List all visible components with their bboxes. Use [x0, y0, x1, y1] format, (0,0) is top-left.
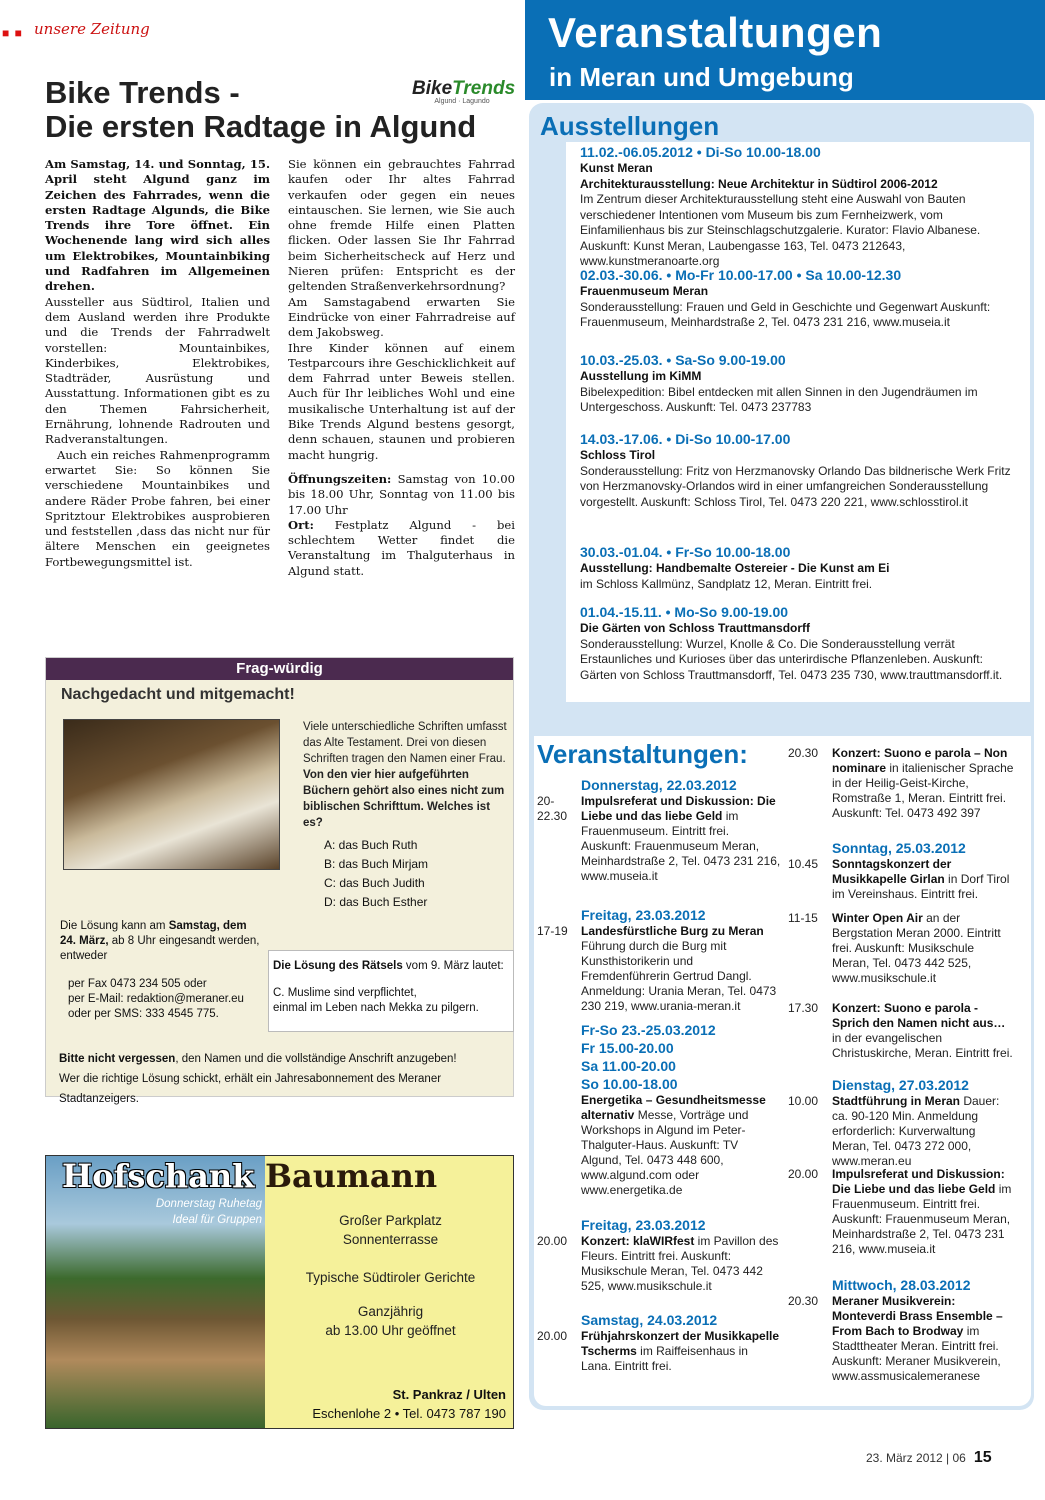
deadline-c: ab 8 Uhr eingesandt werden, entweder: [60, 935, 260, 962]
exhibition-text: Im Zentrum dieser Architekturausstellung steht eine Auswahl von Bauten verschiedener Intentionen vom Museum bis zum Fernheizwerk, vom Einfamilienhaus bis zur Steinschlagschutzgalerie. Kurator: Flavio Albanese. Auskunft: Kunst Meran, Laubengasse 163, Tel. 0473 212643, www.kunstmeranoarte.org: [580, 192, 981, 268]
events-title: Veranstaltungen: [548, 9, 883, 56]
event-title: Konzert: klaWIRfest: [581, 1234, 695, 1248]
exhibition-name: Ausstellung: Handbemalte Ostereier - Die Kunst am Ei: [580, 561, 890, 575]
event-day: Donnerstag, 22.03.2012: [581, 777, 737, 793]
hours-text: Samstag von 10.00 bis 18.00 Uhr, Sonntag von 11.00 bis 17.00 Uhr: [288, 471, 515, 517]
event-time: 17.30: [788, 1001, 819, 1015]
exhibition-name: Ausstellung im KiMM: [580, 369, 702, 383]
article-p1: Aussteller aus Südtirol, Italien und dem Ausland werden ihre Produkte und die Trends der Fahrradwelt vorstellen: Mountainbikes, Kinderbikes, Elektrobikes, Stadträder, Ausrüstung und Ausstattung. Informationen gibt es zu den Themen Fahrsicherheit, Ernährung, lohnende Radrouten und Radveranstaltungen.: [45, 294, 270, 447]
event-title: Meraner Musikverein: Monteverdi Brass Ensemble – From Bach to Brodway: [832, 1294, 1003, 1338]
place-text: Festplatz Algund - bei schlechtem Wetter findet die Veranstaltung im Thalguterhaus in Algund statt.: [288, 517, 515, 578]
quiz-question-a: Viele unterschiedliche Schriften umfasst das Alte Testament. Drei von diesen Schriften tragen den Namen einer Frau.: [303, 721, 507, 765]
event-time: 20.30: [788, 746, 819, 760]
ad-line-4: Ganzjährig: [357, 1304, 424, 1319]
quiz-contact: [68, 977, 268, 1022]
event-item: [581, 1021, 781, 1198]
ad-name-1: Hofschank: [62, 1157, 255, 1195]
deadline-b: Samstag, dem 24. März,: [60, 920, 247, 947]
ad-line-3: Typische Südtiroler Gerichte: [305, 1270, 476, 1285]
quiz-question: [303, 719, 508, 831]
event-item: [788, 839, 1014, 902]
exhibition-item: [580, 351, 1020, 416]
ad-address: [268, 1385, 506, 1423]
header-dots: ■ ■: [2, 26, 23, 40]
logo-word2: Trends: [452, 78, 516, 99]
event-time: 10.45: [788, 857, 819, 871]
deadline-a: Die Lösung kann am: [60, 920, 169, 932]
event-title: Impulsreferat und Diskussion: Die Liebe und das liebe Geld: [832, 1167, 1005, 1196]
ad-features: [268, 1211, 513, 1340]
article-p3: Sie können ein gebrauchtes Fahrrad kaufen oder Ihr altes Fahrrad verkaufen oder gegen ein neues eintauschen. Sie lernen, wie Sie auch ohne fremde Hilfe einen Platten flicken. Oder lassen Sie Ihr Fahrrad beim Sicherheitscheck auf Herz und Nieren prüfen: Entspricht es der geltenden Straßenverkehrsordnung?: [288, 157, 515, 294]
event-text: im Frauenmuseum. Eintritt frei. Auskunft: Frauenmuseum Meran, Meinhardstraße 2, Tel. 0473 231 216, www.museia.it: [581, 809, 781, 883]
remind-b: , den Namen und die vollständige Anschrift anzugeben!: [175, 1053, 457, 1065]
event-title: Energetika – Gesundheitsmesse alternativ: [581, 1093, 766, 1122]
events-subtitle: in Meran und Umgebung: [549, 62, 854, 92]
exhibition-text: Sonderausstellung: Frauen und Geld in Geschichte und Gegenwart Auskunft: Frauenmuseum, Meinhardstraße 2, Tel. 0473 231 216, www.museia.it: [580, 299, 991, 329]
event-title: Konzert: Suono e parola - Sprich den Namen nicht aus…: [832, 1001, 1006, 1030]
previous-solution: [268, 950, 514, 1032]
article-p2: Auch ein reiches Rahmenprogramm erwartet Sie: So können Sie verschiedene Mountainbikes und andere Räder Probe fahren, bei einer Spritztour Elektrobikes ausprobieren und feststellen ,dass das nicht nur für ältere Menschen ein geeignetes Fortbewegungsmittel ist.: [45, 447, 270, 569]
event-day: Fr 15.00-20.00: [581, 1040, 674, 1056]
prev-answer-1: C. Muslime sind verpflichtet,: [273, 987, 417, 999]
contact-fax: per Fax 0473 234 505 oder: [68, 978, 207, 990]
event-day: Sa 11.00-20.00: [581, 1058, 676, 1074]
event-day: Mittwoch, 28.03.2012: [832, 1277, 971, 1293]
event-item: [537, 1216, 781, 1294]
exhibition-name: Frauenmuseum Meran: [580, 284, 709, 298]
quiz-options: [324, 836, 428, 912]
event-item: [788, 1276, 1014, 1384]
prev-label-b: vom 9. März lautet:: [402, 960, 504, 972]
event-title: Impulsreferat und Diskussion: Die Liebe und das liebe Geld: [581, 794, 776, 823]
page-footer: [866, 1449, 992, 1467]
quiz-deadline: [60, 919, 260, 964]
event-time: 10.00: [788, 1094, 819, 1108]
event-text: im Pavillon des Fleurs. Eintritt frei. Auskunft: Musikschule Meran, Tel. 0473 442 525, www.musikschule.it: [581, 1234, 779, 1293]
frag-wuerdig-box: [45, 657, 514, 1105]
event-item: [537, 776, 781, 884]
event-item: [788, 746, 1014, 821]
exhibition-item: [580, 266, 1020, 331]
prev-label-a: Die Lösung des Rätsels: [273, 960, 403, 972]
event-text: Messe, Vorträge und Workshops in Algund im Peter-Thalguter-Haus. Auskunft: TV Algund, Tel. 0473 448 600, www.algund.com oder www.energetika.de: [581, 1108, 749, 1197]
frag-bar: Frag-würdig: [46, 658, 513, 680]
hofschank-ad: [45, 1155, 514, 1429]
event-title: Sonntagskonzert der Musikkapelle Girlan: [832, 857, 952, 886]
prev-answer-2: einmal im Leben nach Mekka zu pilgern.: [273, 1002, 479, 1014]
contact-mail[interactable]: per E-Mail: redaktion@meraner.eu: [68, 993, 244, 1005]
event-time: 20.00: [537, 1329, 568, 1343]
contact-sms: oder per SMS: 333 4545 775.: [68, 1008, 219, 1020]
ad-line-1: Großer Parkplatz: [339, 1213, 442, 1228]
event-text: in der evangelischen Christuskirche, Meran. Eintritt frei.: [832, 1031, 1013, 1060]
ad-sub-2: Ideal für Gruppen: [172, 1214, 262, 1226]
exhibition-date: 02.03.-30.06. • Mo-Fr 10.00-17.00 • Sa 10.00-12.30: [580, 267, 902, 283]
event-title: Stadtführung in Meran: [832, 1094, 960, 1108]
exhibition-text: im Schloss Kallmünz, Sandplatz 12, Meran. Eintritt frei.: [580, 576, 873, 591]
exhibition-item: [580, 143, 1020, 270]
article-p5: Ihre Kinder können auf einem Testparcours ihre Geschicklichkeit auf dem Fahrrad unter Beweis stellen. Auch für Ihr leibliches Wohl und eine musikalische Unterhaltung ist auf der Bike Trends Algund bestens gesorgt, denn schauen, staunen und probieren macht hungrig.: [288, 340, 515, 462]
event-text: im Raiffeisenhaus in Lana. Eintritt frei.: [581, 1344, 748, 1373]
frag-heading: Nachgedacht und mitgemacht!: [61, 686, 295, 703]
article-lead: Am Samstag, 14. und Sonntag, 15. April steht Algund ganz im Zeichen des Fahrrades, wenn die ersten Radtage Algunds, die Bike Trends ihre Tore öffnet. Ein Wochenende lang wird sich alles um Elektrobikes, Mountainbiking und Radfahren im Allgemeinen drehen.: [45, 157, 270, 294]
event-text: Dauer: ca. 90-120 Min. Anmeldung erforderlich: Kurverwaltung Meran, Tel. 0473 272 000, www.meran.eu: [832, 1094, 1000, 1168]
event-time: 20.30: [788, 1294, 819, 1308]
event-title: Konzert: Suono e parola – Non nominare: [832, 746, 1008, 775]
article-title-line2: Die ersten Radtage in Algund: [45, 109, 477, 144]
quiz-question-b: Von den vier hier aufgeführten Büchern gehört also eines nicht zum biblischen Schrifttum. Welches ist es?: [303, 769, 505, 829]
exhibition-name: Schloss Tirol: [580, 448, 656, 462]
event-time: 20-22.30: [537, 794, 568, 823]
event-text: Führung durch die Burg mit Kunsthistorikerin und Fremdenführerin Gertrud Dangl. Anmeldung: Urania Meran, Tel. 0473 230 219, www.urania-meran.it: [581, 939, 777, 1013]
logo-word1: Bike: [412, 78, 453, 99]
event-title: Frühjahrskonzert der Musikkapelle Tscherms: [581, 1329, 780, 1358]
event-text: im Frauenmuseum. Eintritt frei. Auskunft: Frauenmuseum Meran, Meinhardstraße 2, Tel. 0473 231 216, www.museia.it: [832, 1182, 1012, 1256]
prize-text: Wer die richtige Lösung schickt, erhält ein Jahresabonnement des Meraner Stadtanzeigers.: [59, 1073, 442, 1105]
event-day: Freitag, 23.03.2012: [581, 907, 706, 923]
event-day: Samstag, 24.03.2012: [581, 1312, 718, 1328]
event-day: Freitag, 23.03.2012: [581, 1217, 706, 1233]
event-time: 20.00: [788, 1167, 819, 1181]
event-text: in Dorf Tirol im Vereinshaus. Eintritt frei.: [832, 872, 1010, 901]
quiz-footer: [59, 1049, 509, 1109]
ad-address-2: Eschenlohe 2 • Tel. 0473 787 190: [312, 1406, 506, 1421]
event-day: Sonntag, 25.03.2012: [832, 840, 966, 856]
quiz-option: D: das Buch Esther: [324, 895, 428, 909]
quiz-option: A: das Buch Ruth: [324, 838, 418, 852]
article-column-2: [288, 157, 515, 579]
event-day: Dienstag, 27.03.2012: [832, 1077, 969, 1093]
exhibition-date: 10.03.-25.03. • Sa-So 9.00-19.00: [580, 352, 786, 368]
quiz-option: B: das Buch Mirjam: [324, 857, 429, 871]
event-title: Winter Open Air: [832, 911, 923, 925]
event-day: So 10.00-18.00: [581, 1076, 678, 1092]
exhibition-title: Architekturausstellung: Neue Architektur in Südtirol 2006-2012: [580, 176, 938, 191]
event-item: [788, 911, 1014, 986]
article-column-1: [45, 157, 270, 570]
exhibition-text: Sonderausstellung: Wurzel, Knolle & Co. Die Sonderausstellung verrät Erstaunliches und Kurioses über das unterirdische Pflanzenleben. Auskunft: Gärten von Schloss Trauttmansdorff, Tel. 0473 235 730, www.trauttmansdorff.it.: [580, 636, 1003, 682]
event-title: Landesfürstliche Burg zu Meran: [581, 924, 764, 938]
event-text: in italienischer Sprache in der Heilig-Geist-Kirche, Romstraße 1, Meran. Eintritt frei. Auskunft: Tel. 0473 492 397: [832, 761, 1014, 820]
exhibition-date: 30.03.-01.04. • Fr-So 10.00-18.00: [580, 544, 791, 560]
ad-line-5: ab 13.00 Uhr geöffnet: [325, 1323, 456, 1338]
exhibition-text: Bibelexpedition: Bibel entdecken mit allen Sinnen in den Jugendräumen im Untergeschoss. Auskunft: Tel. 0473 237783: [580, 384, 978, 414]
exhibition-item: [580, 543, 1020, 592]
hours-label: Öffnungszeiten:: [288, 471, 392, 486]
ad-sub-1: Donnerstag Ruhetag: [155, 1198, 262, 1210]
event-item: [788, 1076, 1014, 1169]
quiz-photo: [63, 719, 280, 870]
event-time: 17-19: [537, 924, 568, 938]
exhibition-date: 14.03.-17.06. • Di-So 10.00-17.00: [580, 431, 791, 447]
event-day: Fr-So 23.-25.03.2012: [581, 1022, 716, 1038]
logo-sub: Algund · Lagundo: [434, 98, 490, 105]
exhibition-date: 11.02.-06.05.2012 • Di-So 10.00-18.00: [580, 144, 821, 160]
exhibition-text: Sonderausstellung: Fritz von Herzmanovsky Orlando Das bildnerische Werk Fritz von Herzmanovsky-Orlandos wird in einer umfangreichen Sonderausstellung vorgestellt. Auskunft: Schloss Tirol, Tel. 0473 220 221, www.schlosstirol.it: [580, 463, 1011, 509]
place-label: Ort:: [288, 517, 314, 532]
header-brand: unsere Zeitung: [34, 20, 150, 38]
remind-a: Bitte nicht vergessen: [59, 1053, 176, 1065]
exhibition-name: Kunst Meran: [580, 161, 653, 175]
bike-trends-logo: [412, 78, 516, 105]
article-p4: Am Samstagabend erwarten Sie Eindrücke von einer Fahrradreise auf dem Jakobsweg.: [288, 294, 515, 340]
footer-date: 23. März 2012 | 06: [866, 1451, 966, 1465]
ad-subline: [144, 1196, 262, 1228]
event-item: [537, 1311, 781, 1374]
ad-line-2: Sonnenterrasse: [342, 1232, 439, 1247]
event-item: [537, 906, 781, 1014]
exhibition-item: [580, 430, 1020, 510]
exhibition-date: 01.04.-15.11. • Mo-So 9.00-19.00: [580, 604, 789, 620]
exhibition-item: [580, 603, 1020, 683]
ad-address-1: St. Pankraz / Ulten: [392, 1387, 506, 1402]
event-time: 11-15: [788, 911, 818, 925]
event-item: [788, 1167, 1014, 1257]
event-time: 20.00: [537, 1234, 568, 1248]
event-text: im Stadttheater Meran. Eintritt frei. Auskunft: Meraner Musikverein, www.assmusicalemeranese: [832, 1324, 1001, 1383]
events-heading: Veranstaltungen:: [537, 739, 748, 769]
ad-name-2: Baumann: [265, 1157, 438, 1195]
exhibition-name: Die Gärten von Schloss Trauttmansdorff: [580, 621, 811, 635]
page-number: 15: [973, 1449, 992, 1466]
event-text: an der Bergstation Meran 2000. Eintritt frei. Auskunft: Musikschule Meran, Tel. 0473 442 525, www.musikschule.it: [832, 911, 1001, 985]
article-title-line1: Bike Trends -: [45, 75, 240, 110]
event-item: [788, 1001, 1014, 1061]
exhibitions-heading: Ausstellungen: [540, 111, 720, 141]
quiz-option: C: das Buch Judith: [324, 876, 425, 890]
